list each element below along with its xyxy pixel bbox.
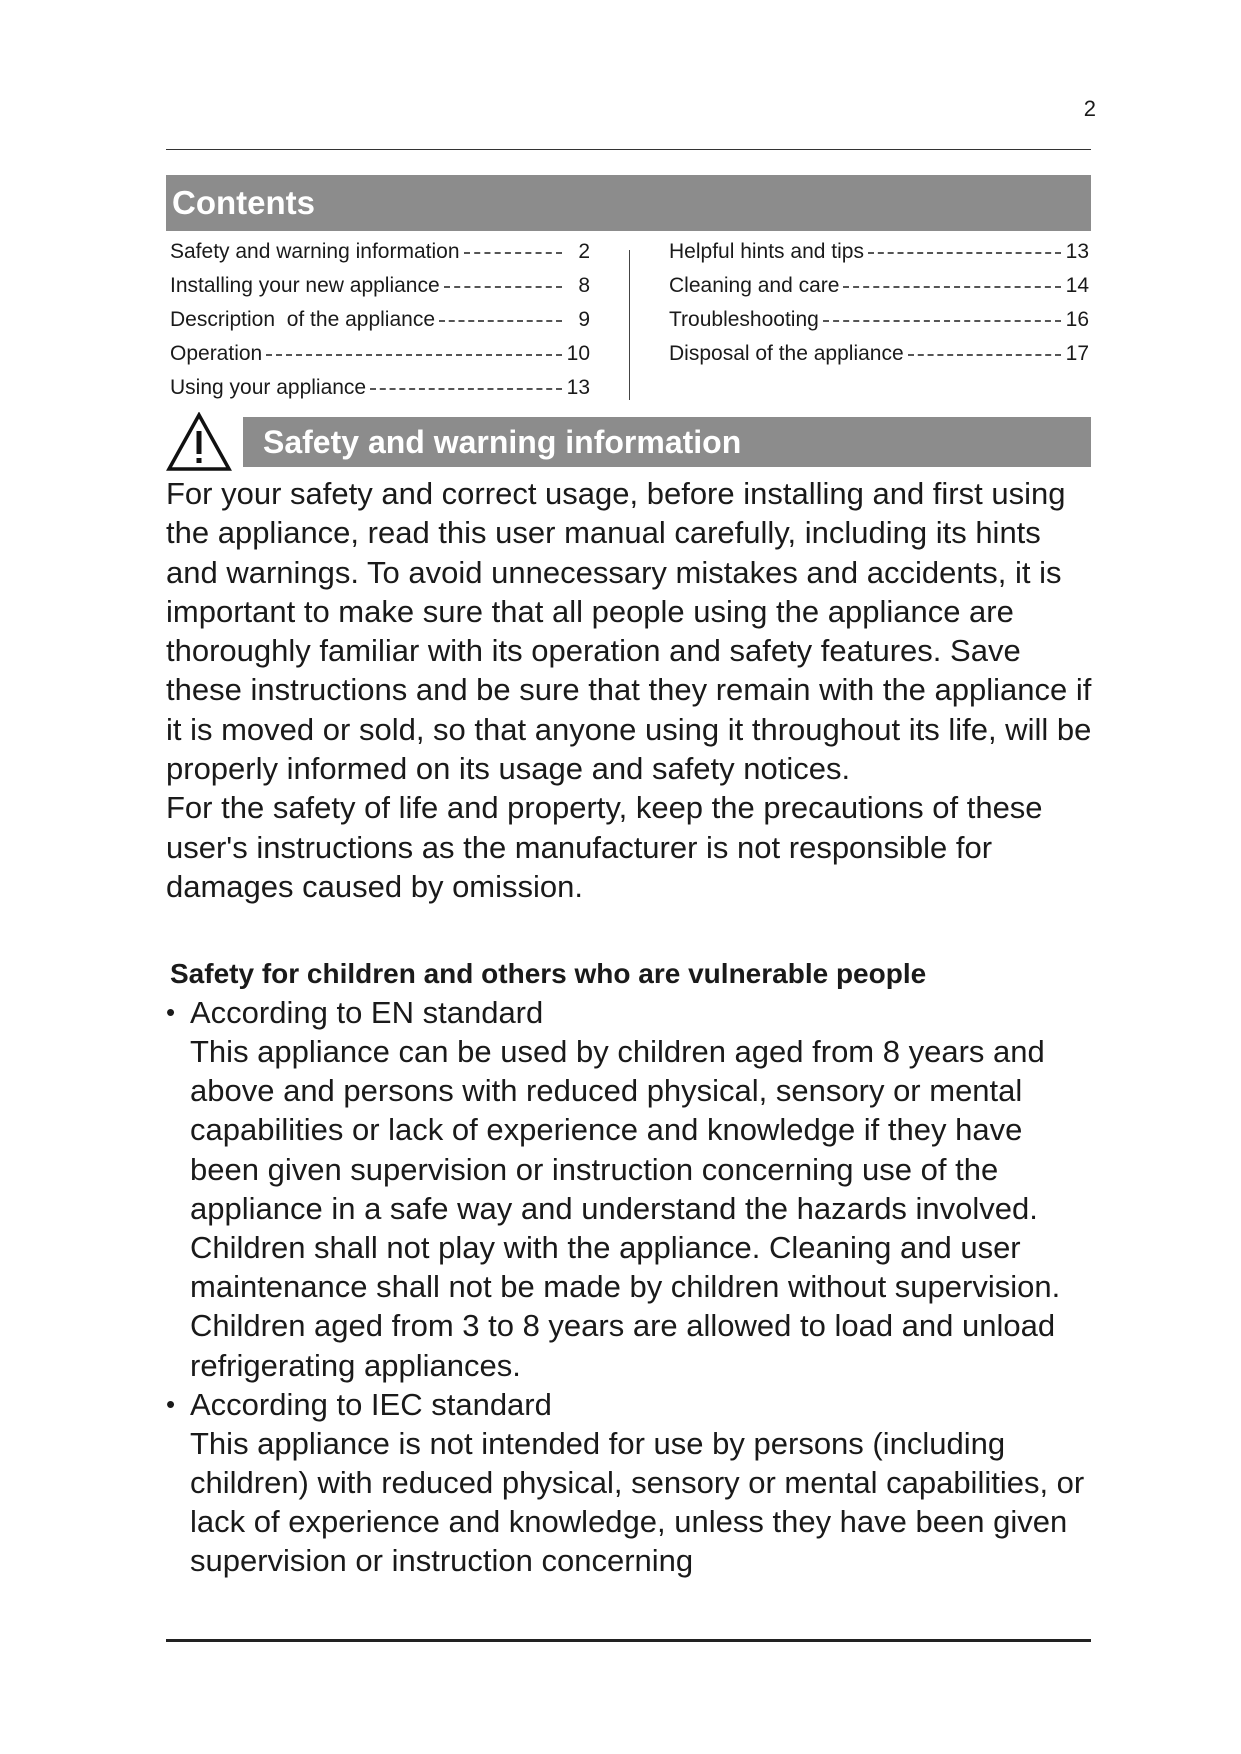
toc-entry[interactable] — [170, 274, 590, 308]
toc-entry[interactable] — [170, 376, 590, 410]
toc-leader — [868, 252, 1061, 254]
toc-entry[interactable] — [170, 342, 590, 376]
page-number: 2 — [1083, 96, 1096, 121]
header-rule — [166, 149, 1091, 150]
toc-page: 9 — [578, 308, 590, 331]
bullet-icon: • — [166, 1388, 176, 1419]
toc-entry[interactable] — [669, 240, 1089, 274]
footer-rule — [166, 1639, 1091, 1642]
safety-intro-block — [166, 474, 1096, 906]
toc-page: 2 — [578, 240, 590, 263]
toc-leader — [908, 354, 1061, 356]
toc-label: Troubleshooting — [669, 308, 819, 331]
toc-left-column — [170, 240, 590, 410]
bullet-body: This appliance is not intended for use by persons (including children) with reduced physical, sensory or mental capabilities, or lack of experience and knowledge, unless they have been given supervision or instruction concerning — [190, 1425, 1085, 1579]
bullet-title-text: According to EN standard — [190, 995, 544, 1030]
toc-page: 13 — [1065, 240, 1089, 263]
toc-right-column — [669, 240, 1089, 376]
standards-list — [166, 993, 1096, 1581]
toc-leader — [444, 286, 562, 288]
toc-page: 10 — [566, 342, 590, 365]
bullet-icon: • — [166, 997, 176, 1027]
children-safety-heading: Safety for children and others who are vulnerable people — [170, 958, 927, 989]
toc-entry[interactable] — [170, 308, 590, 342]
toc-entry[interactable] — [669, 274, 1089, 308]
toc-page: 16 — [1065, 308, 1089, 331]
bullet-title-text: According to IEC standard — [190, 1386, 552, 1422]
toc-page: 17 — [1065, 342, 1089, 365]
bullet-title — [166, 1385, 1096, 1424]
toc-label: Disposal of the appliance — [669, 342, 904, 365]
toc-entry[interactable] — [669, 342, 1089, 376]
toc-entry[interactable] — [170, 240, 590, 274]
toc-leader — [464, 252, 563, 254]
toc-label: Cleaning and care — [669, 274, 840, 297]
toc-leader — [843, 286, 1061, 288]
bullet-title — [166, 993, 1096, 1032]
toc-page: 13 — [566, 376, 590, 399]
toc-divider — [629, 250, 630, 400]
toc-leader — [370, 388, 562, 390]
bullet-note: Children aged from 3 to 8 years are allowed to load and unload refrigerating appliances. — [190, 1308, 1056, 1383]
list-item — [166, 993, 1096, 1385]
safety-intro: For your safety and correct usage, before installing and first using the appliance, read this user manual carefully, including its hints and warnings. To avoid unnecessary mistakes and accidents, it is important to make sure that all people using the appliance are thoroughly familiar with its operation and safety features. Save these instructions and be sure that they remain with the appliance if it is moved or sold, so that anyone using it throughout its life, will be properly informed on its usage and safety notices. — [166, 476, 1092, 787]
toc-page: 8 — [578, 274, 590, 297]
list-item — [166, 1385, 1096, 1581]
toc-label: Operation — [170, 342, 263, 365]
bullet-body: This appliance can be used by children aged from 8 years and above and persons with reduced physical, sensory or mental capabilities or lack of experience and knowledge if they have been given supervision or instruction concerning use of the appliance in a safe way and understand the hazards involved. Children shall not play with the appliance. Cleaning and user maintenance shall not be made by children without supervision. — [190, 1034, 1061, 1305]
safety-heading: Safety and warning information — [243, 417, 1091, 467]
toc-leader — [266, 354, 562, 356]
toc-label: Helpful hints and tips — [669, 240, 864, 263]
toc-entry[interactable] — [669, 308, 1089, 342]
toc-page: 14 — [1065, 274, 1089, 297]
toc-label: Description of the appliance — [170, 308, 435, 331]
toc-leader — [439, 320, 562, 322]
toc-leader — [823, 320, 1061, 322]
toc-label: Using your appliance — [170, 376, 367, 399]
safety-precaution: For the safety of life and property, keep the precautions of these user's instructions as the manufacturer is not responsible for damages caused by omission. — [166, 790, 1043, 904]
toc-label: Installing your new appliance — [170, 274, 440, 297]
warning-triangle-icon — [166, 412, 232, 472]
toc-label: Safety and warning information — [170, 240, 460, 263]
contents-heading: Contents — [166, 175, 1091, 231]
